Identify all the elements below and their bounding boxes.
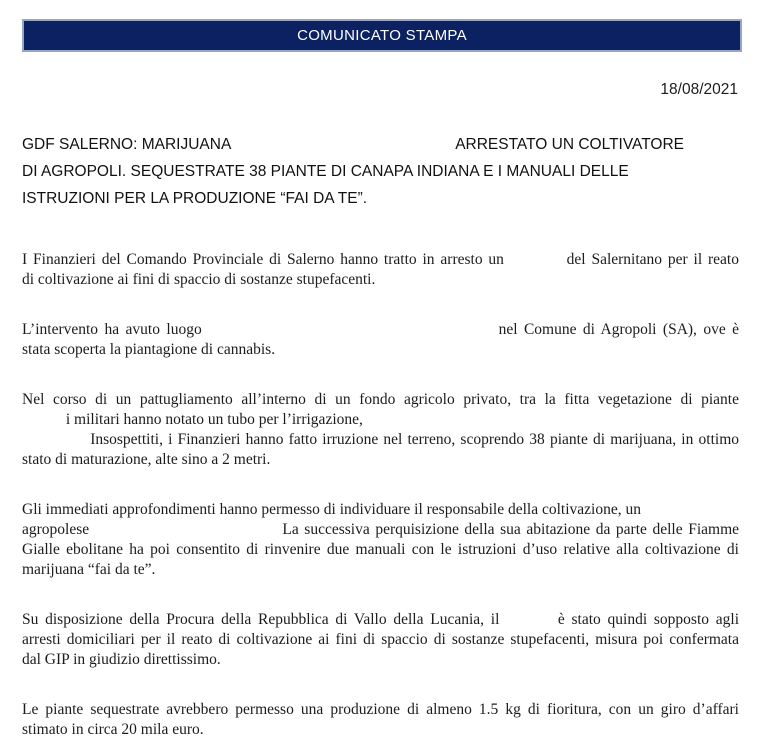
text-segment: I Finanzieri del Comando Provinciale di Salerno hanno tratto in arresto un [22,251,504,268]
text-line [22,720,739,740]
text-segment: stato di maturazione, alte sino a 2 metri. [22,451,271,468]
text-segment: Gli immediati approfondimenti hanno permesso di individuare il responsabile della coltivazione, un [22,501,641,518]
document-body [22,250,739,756]
text-segment: Gialle ebolitane ha poi consentito di rinvenire due manuali con le istruzioni d’uso relative alla coltivazione di [22,541,739,558]
text-line [22,520,739,540]
text-line [22,158,740,185]
paragraph [22,610,739,670]
redaction-gap [22,443,85,444]
text-segment: L’intervento ha avuto luogo [22,321,202,338]
text-segment: è stato quindi sopposto agli [557,611,740,628]
text-segment: Nel corso di un pattugliamento all’interno di un fondo agricolo privato, tra la fitta vegetazione di piante [22,391,739,408]
text-line [22,390,739,410]
text-segment: nel Comune di Agropoli (SA), ove è [498,321,740,338]
text-segment: DI AGROPOLI. SEQUESTRATE 38 PIANTE DI CANAPA INDIANA E I MANUALI DELLE [22,163,629,180]
text-segment: GDF SALERNO: MARIJUANA [22,136,231,153]
redaction-gap [506,623,551,624]
text-segment: i militari hanno notato un tubo per l’irrigazione, [65,411,363,428]
text-segment: dal GIP in giudizio direttissimo. [22,651,221,668]
text-segment: Le piante sequestrate avrebbero permesso una produzione di almeno 1.5 kg di fioritura, con un giro d’affari [22,701,739,718]
press-release-banner [22,19,742,52]
text-line [22,540,739,560]
text-line [22,610,739,630]
text-line [22,700,739,720]
redaction-gap [22,423,62,424]
paragraph [22,700,739,740]
text-segment: stata scoperta la piantagione di cannabis. [22,341,276,358]
paragraph [22,320,739,360]
paragraph [22,390,739,470]
text-line [22,250,739,270]
text-segment: Insospettiti, i Finanzieri hanno fatto irruzione nel terreno, scoprendo 38 piante di marijuana, in ottimo [90,431,739,448]
text-line [22,131,740,158]
text-line [22,410,739,430]
redaction-gap [510,263,561,264]
text-segment: La successiva perquisizione della sua abitazione da parte delle Fiamme [282,521,740,538]
text-segment: agropolese [22,521,90,538]
text-line [22,270,739,290]
redaction-gap [235,148,452,149]
press-title [22,131,740,212]
text-line [22,650,739,670]
text-line [22,450,739,470]
paragraph [22,500,739,580]
text-line [22,340,739,360]
text-segment: di coltivazione ai fini di spaccio di sostanze stupefacenti. [22,271,376,288]
text-line [22,500,739,520]
text-segment: arresti domiciliari per il reato di coltivazione ai fini di spaccio di sostanze stupefacenti, misura poi confermata [22,631,739,648]
text-line [22,320,739,340]
redaction-gap [208,333,492,334]
text-segment: marijuana “fai da te”. [22,561,156,578]
text-line [22,430,739,450]
text-line [22,630,739,650]
text-segment: ARRESTATO UN COLTIVATORE [455,136,685,153]
text-segment: del Salernitano per il reato [566,251,739,268]
text-segment: Su disposizione della Procura della Repubblica di Vallo della Lucania, il [22,611,500,628]
banner-label: COMUNICATO STAMPA [297,27,467,44]
text-line [22,185,740,212]
text-line [22,560,739,580]
paragraph [22,250,739,290]
text-segment: stimato in circa 20 mila euro. [22,721,204,738]
text-segment: ISTRUZIONI PER LA PRODUZIONE “FAI DA TE”. [22,190,368,207]
date-text: 18/08/2021 [660,81,738,98]
redaction-gap [95,533,277,534]
